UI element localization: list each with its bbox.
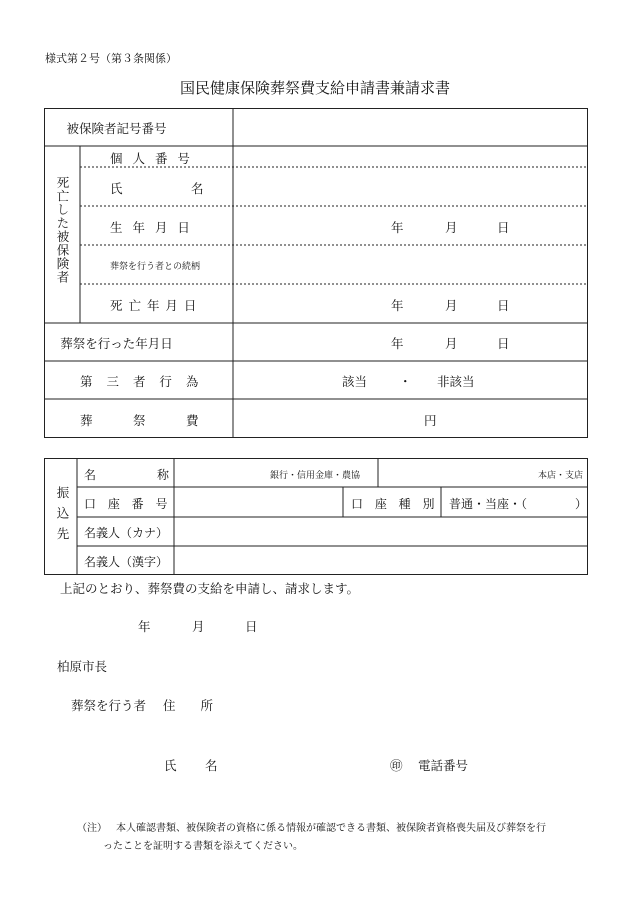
deceased-insured-label: 死亡した被保険者 (55, 176, 70, 284)
option-separator: ・ (399, 374, 412, 389)
funeral-cost-label-2: 祭 (133, 413, 146, 428)
note-line-2: ったことを証明する書類を添えてください。 (103, 841, 303, 852)
account-number-field[interactable] (175, 488, 342, 516)
third-party-label: 第 三 者 行 為 (80, 374, 199, 389)
applicant-name-label-2: 名 (205, 758, 218, 773)
submit-day[interactable]: 日 (245, 619, 258, 634)
account-number-label: 口 座 番 号 (84, 497, 168, 511)
account-type-label: 口 座 種 別 (351, 497, 435, 511)
form-title: 国民健康保険葬祭費支給申請書兼請求書 (179, 79, 450, 97)
death-month[interactable]: 月 (445, 298, 458, 313)
name-label-1: 氏 (110, 181, 123, 196)
form-number: 様式第２号（第３条関係） (45, 52, 177, 65)
branch-type-options[interactable]: 本店・支店 (538, 471, 584, 481)
address-field[interactable] (230, 690, 590, 718)
submit-month[interactable]: 月 (192, 619, 205, 634)
name-field[interactable] (234, 168, 587, 205)
funeral-cost-label-1: 葬 (80, 413, 93, 428)
death-date-label: 死 亡 年 月 日 (110, 298, 197, 313)
funeral-cost-label-3: 費 (186, 413, 199, 428)
not-applicable-option[interactable]: 非該当 (437, 374, 475, 389)
holder-kanji-field[interactable] (175, 547, 587, 574)
insured-number-label: 被保険者記号番号 (66, 121, 167, 136)
applicable-option[interactable]: 該当 (342, 374, 368, 389)
holder-kana-label: 名義人（カナ） (84, 526, 169, 540)
account-type-options[interactable]: 普通・当座・（ ） (449, 497, 588, 511)
birth-month[interactable]: 月 (445, 220, 458, 235)
death-day[interactable]: 日 (497, 298, 510, 313)
relationship-field[interactable] (234, 246, 587, 283)
note-line-1: 本人確認書類、被保険者の資格に係る情報が確認できる書類、被保険者資格喪失届及び葬祭を行 (116, 823, 546, 834)
insured-number-field[interactable] (234, 109, 587, 145)
birth-date-label: 生 年 月 日 (110, 220, 190, 235)
birth-day[interactable]: 日 (497, 220, 510, 235)
statement-text: 上記のとおり、葬祭費の支給を申請し、請求します。 (60, 581, 360, 596)
funeral-year[interactable]: 年 (391, 336, 404, 351)
funeral-date-label: 葬祭を行った年月日 (60, 336, 173, 351)
funeral-day[interactable]: 日 (497, 336, 510, 351)
address-label: 住 所 (163, 698, 214, 713)
addressee: 柏原市長 (57, 659, 108, 674)
submit-year[interactable]: 年 (138, 619, 151, 634)
bank-type-options[interactable]: 銀行・信用金庫・農協 (270, 471, 361, 481)
personal-number-label: 個 人 番 号 (110, 151, 190, 166)
transfer-destination-label: 振込先 (55, 486, 70, 548)
relationship-label: 葬祭を行う者との続柄 (110, 262, 201, 272)
personal-number-field[interactable] (234, 147, 587, 166)
name-label-2: 名 (191, 181, 204, 196)
death-year[interactable]: 年 (391, 298, 404, 313)
applicant-name-field[interactable] (230, 750, 380, 778)
applicant-name-label-1: 氏 (164, 758, 177, 773)
note-marker: （注） (77, 823, 107, 834)
yen-field[interactable]: 円 (424, 413, 437, 428)
holder-kanji-label: 名義人（漢字） (84, 555, 169, 569)
holder-kana-field[interactable] (175, 518, 587, 545)
phone-label: 電話番号 (418, 758, 469, 773)
seal-mark: ㊞ (390, 758, 403, 773)
applicant-role: 葬祭を行う者 (71, 698, 147, 713)
bank-name-label-1: 名 (84, 468, 97, 482)
bank-name-label-2: 称 (157, 468, 170, 482)
birth-year[interactable]: 年 (391, 220, 404, 235)
funeral-month[interactable]: 月 (445, 336, 458, 351)
